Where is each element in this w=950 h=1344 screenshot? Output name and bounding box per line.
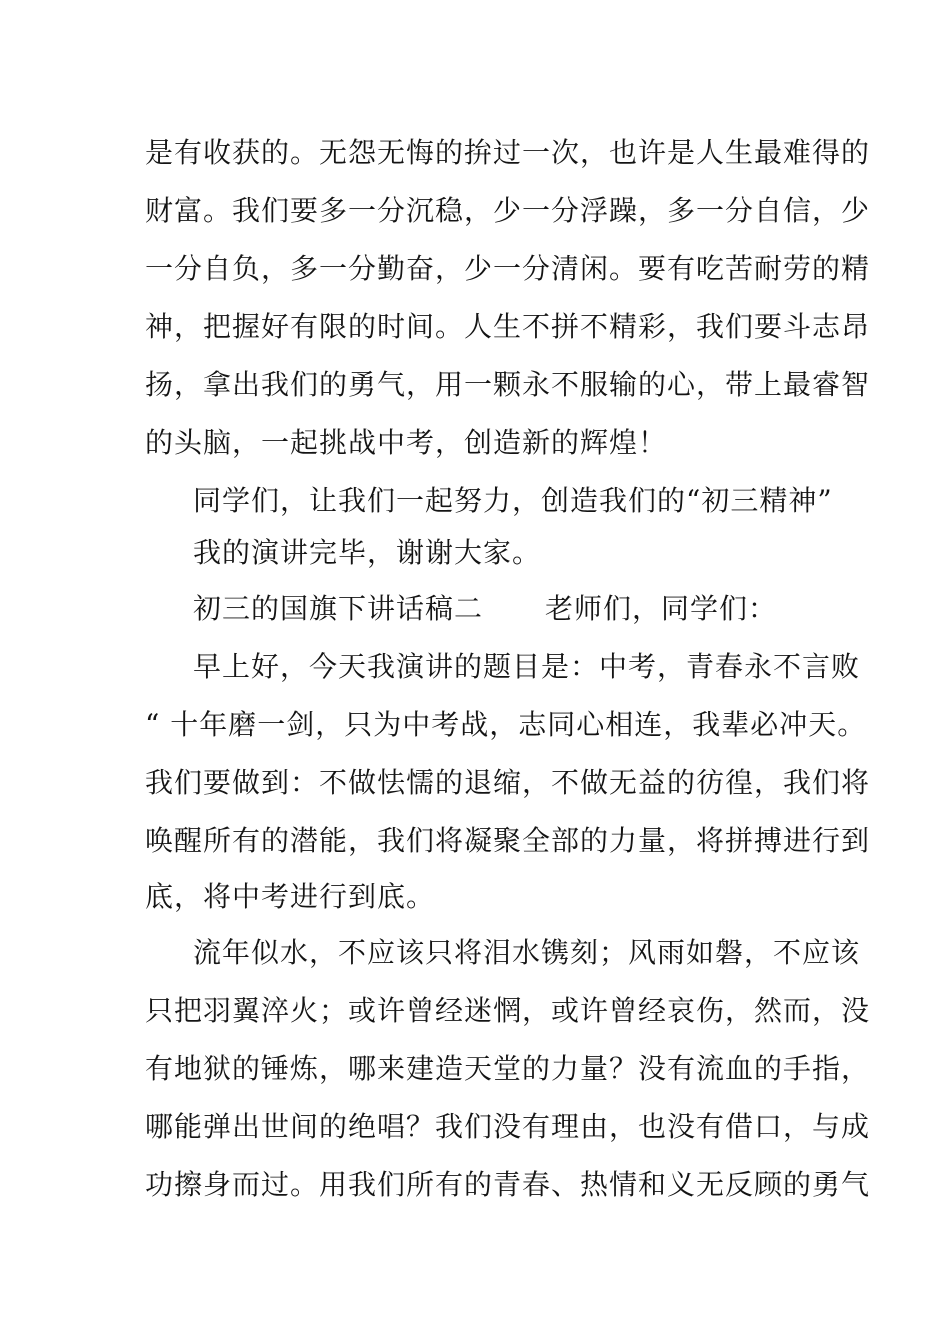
salutation: 老师们，同学们： [545, 592, 778, 625]
section-heading-line [193, 580, 873, 638]
section-title: 初三的国旗下讲话稿二 [193, 592, 484, 625]
paragraph-line: 早上好，今天我演讲的题目是：中考，青春永不言败 [193, 650, 861, 683]
paragraph-line: 一分自负，多一分勤奋，少一分清闲。要有吃苦耐劳的精 [145, 252, 871, 285]
paragraph-line: 扬，拿出我们的勇气，用一颗永不服输的心，带上最睿智 [145, 368, 871, 401]
paragraph-line: 财富。我们要多一分沉稳，少一分浮躁，多一分自信，少 [145, 194, 871, 227]
paragraph-line: 同学们，让我们一起努力，创造我们的“初三精神” [193, 484, 833, 517]
paragraph-line: 神，把握好有限的时间。人生不拼不精彩，我们要斗志昂 [145, 310, 871, 343]
paragraph-line: 功擦身而过。用我们所有的青春、热情和义无反顾的勇气 [145, 1168, 871, 1201]
paragraph-line: 哪能弹出世间的绝唱？我们没有理由，也没有借口，与成 [145, 1110, 871, 1143]
paragraph-line: 只把羽翼淬火；或许曾经迷惘，或许曾经哀伤，然而，没 [145, 994, 871, 1027]
paragraph-line: 是有收获的。无怨无悔的拚过一次，也许是人生最难得的 [145, 136, 871, 169]
paragraph-line: 我们要做到：不做怯懦的退缩，不做无益的彷徨，我们将 [145, 766, 871, 799]
paragraph-line: 我的演讲完毕，谢谢大家。 [193, 536, 542, 569]
paragraph-line: 流年似水，不应该只将泪水镌刻；风雨如磐，不应该 [193, 936, 861, 969]
paragraph-line: “ 十年磨一剑，只为中考战，志同心相连，我辈必冲天。 [145, 708, 867, 741]
paragraph-line: 唤醒所有的潜能，我们将凝聚全部的力量，将拼搏进行到 [145, 824, 871, 857]
paragraph-line: 的头脑，一起挑战中考，创造新的辉煌！ [145, 426, 668, 459]
paragraph-line: 底，将中考进行到底。 [145, 880, 436, 913]
paragraph-line: 有地狱的锤炼，哪来建造天堂的力量？没有流血的手指， [145, 1052, 871, 1085]
